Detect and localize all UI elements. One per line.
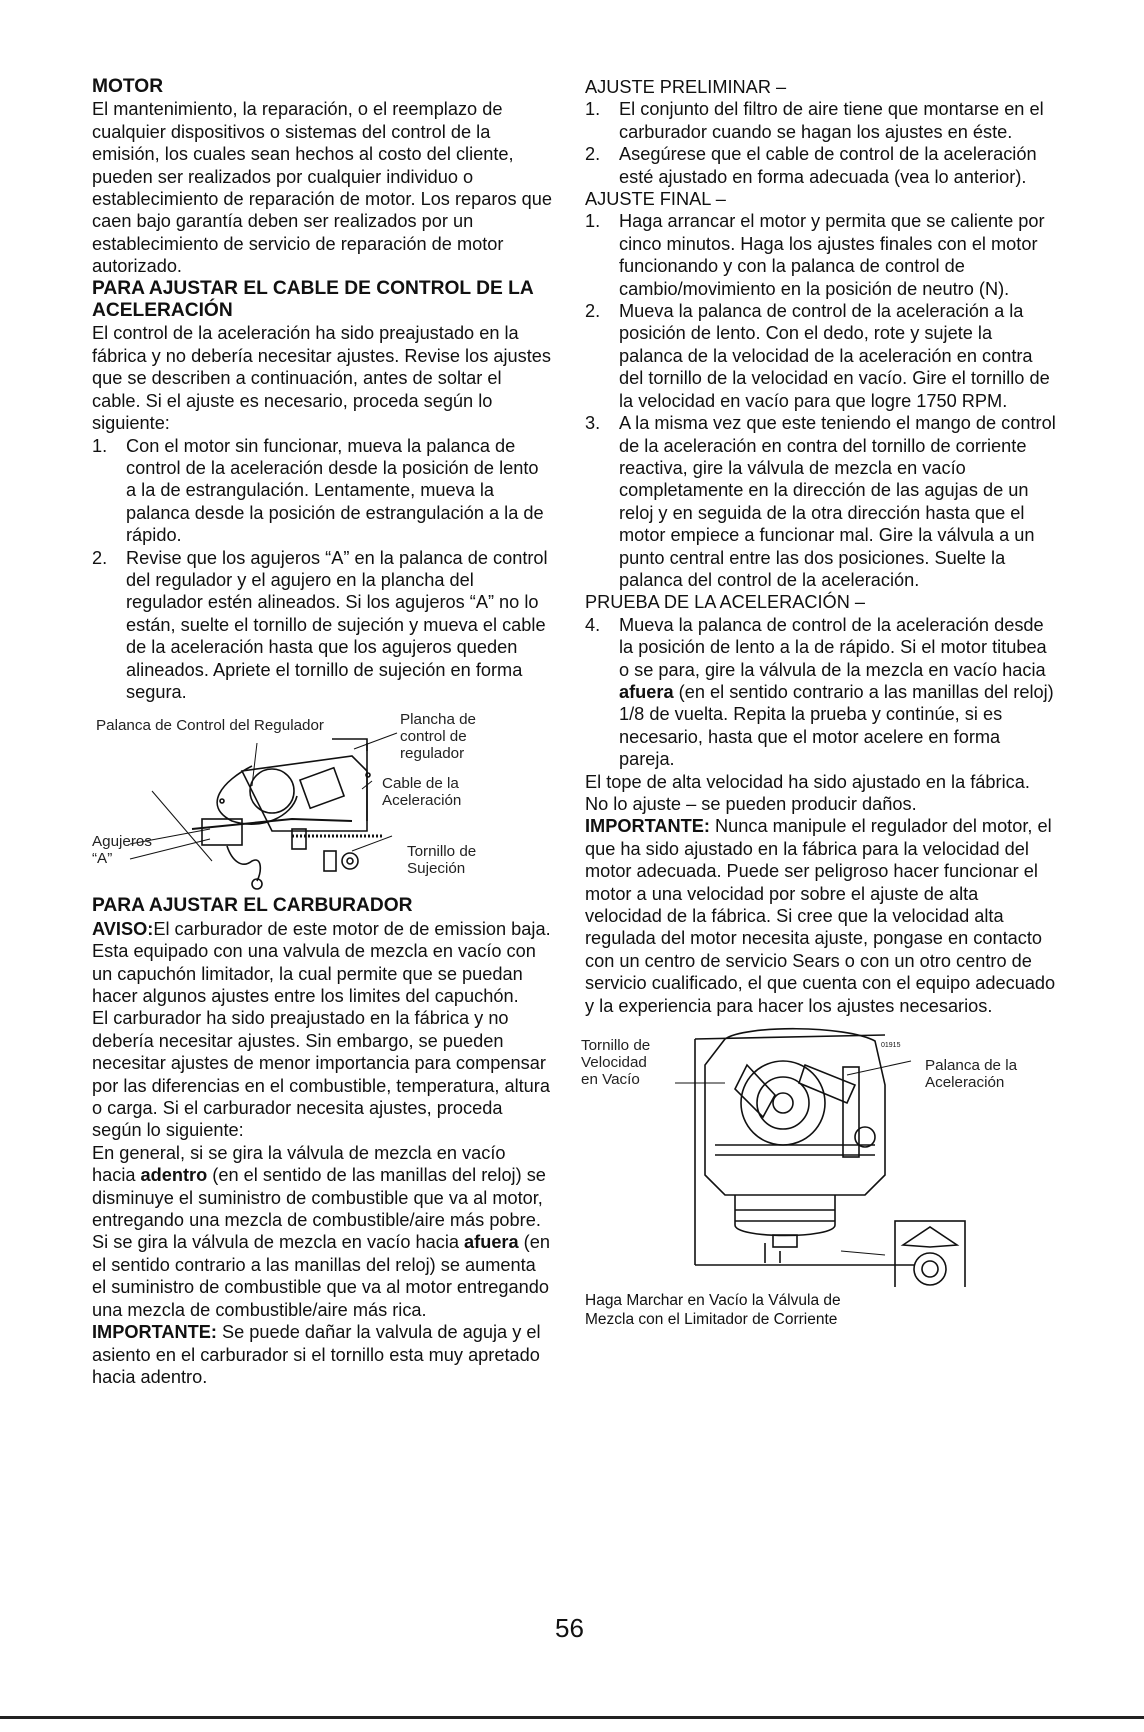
carburetor-figure (581, 1025, 1057, 1287)
importante-text: Nunca manipule el regulador del motor, el que ha sido ajustado en la fábrica para la velocidad del motor adecuada. Puede ser peligroso hacer funcionar el motor a una velocidad por sobre el ajuste de alta velocidad de la fábrica. Si cree que la velocidad alta regulada del motor necesita ajuste, pongase en contacto con un centro de servicio Sears o con un otro centro de servicio cualificado, el que cuenta con el equipo adecuado y la experiencia para hacer los ajustes necesarios. (585, 816, 1056, 1016)
page-number: 56 (555, 1613, 584, 1643)
cable-steps-list (92, 435, 552, 704)
carb-paragraph: El carburador ha sido preajustado en la fábrica y no debería necesitar ajustes. Sin embargo, se pueden necesitar ajustes de menor importancia para compensar por las diferencias en el combustible, temperatura, altura o carga. Si el carburador necesita ajustes, proceda según lo siguiente: (92, 1008, 550, 1141)
step-text: Con el motor sin funcionar, mueva la palanca de control de la aceleración desde la posición de lento a la de estrangulación. Lentamente, mueva la palanca desde la posición de estrangulación a la de rápido. (126, 435, 544, 546)
tope-paragraph: El tope de alta velocidad ha sido ajustado en la fábrica. No lo ajuste – se pueden producir daños. (585, 771, 1030, 814)
fig-label-palanca: Palanca de la Aceleración (925, 1057, 1018, 1092)
step-number: 2. (585, 301, 601, 322)
bottom-rule (0, 1716, 1144, 1719)
importante-label: IMPORTANTE: (585, 816, 710, 837)
importante-label: IMPORTANTE: (92, 1322, 217, 1343)
left-column (92, 76, 552, 1388)
cable-paragraph: El control de la aceleración ha sido preajustado en la fábrica y no debería necesitar ajustes. Revise los ajustes que se describen a continuación, antes de soltar el cable. Si el ajuste es necesario, proceda según lo siguiente: (92, 323, 551, 434)
step-number: 2. (92, 547, 108, 568)
general-text-b: (en el sentido de las manillas del reloj) se disminuye el suministro de combustible que va al motor, entregando una mezcla de combustible/aire más pobre. Si se gira la válvula de mezcla en vacío hacia (92, 1165, 546, 1253)
step-number: 1. (585, 99, 601, 120)
importante-paragraph-left (92, 1321, 552, 1388)
prueba-steps-list (585, 614, 1057, 771)
list-item (585, 210, 1057, 300)
fig-label-palanca: Palanca de Control del Regulador (96, 717, 324, 735)
step-number: 1. (92, 435, 108, 456)
aviso-label: AVISO: (92, 918, 154, 939)
prelim-heading: AJUSTE PRELIMINAR – (585, 77, 787, 97)
step-number: 4. (585, 614, 601, 635)
general-text-c: (en el sentido contrario a las manillas del reloj) se aumenta el suministro de combustible que va al motor entregando una mezcla de combustible/aire más rica. (92, 1232, 550, 1320)
prelim-steps-list (585, 98, 1057, 188)
general-afuera: afuera (464, 1232, 519, 1253)
final-steps-list (585, 210, 1057, 591)
step-number: 2. (585, 144, 601, 165)
importante-paragraph-right (585, 815, 1057, 1017)
carburetor-caption: Haga Marchar en Vacío la Válvula de Mezcla con el Limitador de Corriente (585, 1292, 841, 1329)
carb-heading: PARA AJUSTAR EL CARBURADOR (92, 895, 413, 917)
motor-paragraph: El mantenimiento, la reparación, o el reemplazo de cualquier dispositivos o sistemas del control de la emisión, los cuales sean hechos al costo del cliente, pueden ser realizados por cualquier individuo o establecimiento de reparación de motor. Los reparos que caen bajo garantía deben ser realizados por un establecimiento de servicio de reparación de motor autorizado. (92, 99, 553, 277)
right-column (581, 76, 1057, 1329)
list-item (585, 300, 1057, 412)
step-text: Haga arrancar el motor y permita que se caliente por cinco minutos. Haga los ajustes finales con el motor funcionando y con la palanca de control de cambio/movimiento en la posición de neutro (N). (619, 211, 1045, 299)
list-item (92, 435, 552, 547)
list-item (585, 614, 1057, 771)
prueba-text-b: (en el sentido contrario a las manillas del reloj) 1/8 de vuelta. Repita la prueba y continúe, si es necesario, hasta que el motor acelere en forma pareja. (619, 681, 1054, 770)
step-number: 3. (585, 413, 601, 434)
step-text: A la misma vez que este teniendo el mango de control de la aceleración en contra del tornillo de corriente reactiva, gire la válvula de mezcla en vacío completamente en la dirección de las agujas de un reloj y en seguida de la otra dirección hasta que el motor empiece a funcionar mal. Gire la válvula a un punto central entre las dos posiciones. Suelte la palanca del control de la aceleración. (619, 413, 1056, 590)
aviso-text: El carburador de este motor de de emission baja. Esta equipado con una valvula de mezcla en vacío con un capuchón limitador, la cual permite que se puedan hacer algunos ajustes entre los limites del capuchón. (92, 918, 551, 1006)
general-text-a: En general, si se gira la válvula de mezcla en vacío hacia (92, 1142, 506, 1186)
fig-label-agujeros: Agujeros “A” (92, 833, 152, 868)
prueba-heading: PRUEBA DE LA ACELERACIÓN – (585, 592, 865, 613)
cable-heading: PARA AJUSTAR EL CABLE DE CONTROL DE LA ACELERACIÓN (92, 277, 533, 322)
prueba-afuera: afuera (619, 681, 674, 702)
fig-label-plancha: Plancha de control de regulador (400, 711, 476, 763)
list-item (92, 547, 552, 704)
final-heading: AJUSTE FINAL – (585, 189, 726, 210)
governor-figure (92, 711, 552, 891)
step-text: Asegúrese que el cable de control de la aceleración esté ajustado en forma adecuada (vea lo anterior). (619, 144, 1037, 187)
general-paragraph (92, 1142, 552, 1321)
fig-label-tornillo: Tornillo de Sujeción (407, 843, 477, 878)
aviso-paragraph (92, 918, 552, 1008)
fig-label-cable: Cable de la Aceleración (382, 775, 462, 810)
step-text: Mueva la palanca de control de la aceleración a la posición de lento. Con el dedo, rote y sujete la palanca de la velocidad de la aceleración en contra del tornillo de la velocidad en vacío. Gire el tornillo de la velocidad en vacío para que logre 1750 RPM. (619, 301, 1050, 411)
step-number: 1. (585, 211, 601, 232)
list-item (585, 412, 1057, 591)
general-adentro: adentro (140, 1165, 208, 1186)
figure-code: 01915 (881, 1042, 901, 1050)
list-item (585, 143, 1057, 188)
step-text: El conjunto del filtro de aire tiene que montarse en el carburador cuando se hagan los ajustes en éste. (619, 99, 1044, 142)
prueba-text-a: Mueva la palanca de control de la aceleración desde la posición de lento a la de rápido. Si el motor titubea o se para, gire la válvula de la mezcla en vacío hacia (619, 614, 1047, 680)
list-item (585, 98, 1057, 143)
motor-heading: MOTOR (92, 76, 164, 97)
step-text: Revise que los agujeros “A” en la palanca de control del regulador y el agujero en la plancha del regulador estén alineados. Si los agujeros “A” no lo están, suelte el tornillo de sujeción y mueva el cable de la aceleración hasta que los agujeros queden alineados. Apriete el tornillo de sujeción en forma segura. (126, 547, 548, 702)
fig-label-tornillo: Tornillo de Velocidad en Vacío (581, 1037, 651, 1089)
importante-text: Se puede dañar la valvula de aguja y el asiento en el carburador si el tornillo esta muy apretado hacia adentro. (92, 1322, 541, 1387)
